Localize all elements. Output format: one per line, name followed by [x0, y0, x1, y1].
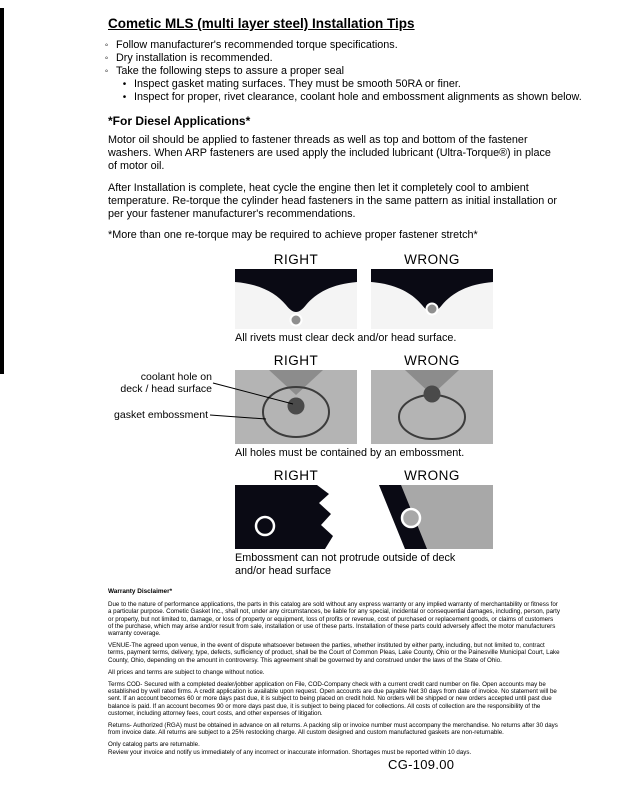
rivet-right-icon: [235, 269, 357, 329]
figure-row3-headers: [235, 468, 562, 483]
disclaimer-paragraph: VENUE-The agreed upon venue, in the event of dispute whatsoever between the parties, whether instituted by either party, including, but not limited to, contract terms, payment terms, delivery, type, defects, sufficiency of product, shall be the Court of Common Pleas, Lake County, Ohio or the Painesville Municipal Court, Lake County, Ohio, depending on the amount in controversy. This agreement shall be governed by and construed under the laws of the State of Ohio.: [108, 642, 560, 664]
embossment-right-icon: [235, 370, 357, 444]
bullet-open-icon: ◦: [104, 66, 109, 77]
protrusion-right-icon: [235, 485, 357, 549]
bullet-open-icon: ◦: [104, 53, 109, 64]
protrusion-wrong-icon: [371, 485, 493, 549]
warranty-disclaimer-section: [108, 588, 560, 756]
tip-item: [102, 52, 562, 65]
rivet-clearance-wrong-diagram: [371, 269, 493, 329]
page-title: Cometic MLS (multi layer steel) Installation Tips: [108, 16, 415, 31]
gasket-embossment-annotation: gasket embossment: [114, 409, 208, 422]
figure-row2-caption: All holes must be contained by an embossment.: [235, 447, 465, 460]
coolant-hole-annotation: coolant hole on deck / head surface: [120, 371, 212, 395]
embossment-protrusion-wrong-diagram: [371, 485, 493, 549]
diesel-paragraph-2: After Installation is complete, heat cycle the engine then let it completely cool to ambient temperature. Re-torque the cylinder head fasteners in the same pattern as initial installation or per your fastener manufacturer's recommendations.: [108, 181, 557, 221]
figure-row1-headers: [235, 252, 562, 267]
disclaimer-heading: Warranty Disclaimer*: [108, 588, 173, 596]
rivet-clearance-right-diagram: [235, 269, 357, 329]
right-label: RIGHT: [273, 252, 319, 268]
tip-text: Inspect for proper, rivet clearance, coolant hole and embossment alignments as shown below.: [134, 91, 582, 103]
tip-text: Take the following steps to assure a proper seal: [116, 65, 345, 77]
rivet-wrong-icon: [371, 269, 493, 329]
disclaimer-paragraph: Only catalog parts are returnable.: [108, 741, 200, 749]
tip-item: [102, 65, 562, 78]
embossment-wrong-icon: [371, 370, 493, 444]
figure-row3-caption: Embossment can not protrude outside of deck and/or head surface: [235, 552, 456, 578]
left-border-bar: [0, 8, 4, 374]
embossment-containment-wrong-diagram: [371, 370, 493, 444]
retorque-note: *More than one re-torque may be required to achieve proper fastener stretch*: [108, 229, 478, 242]
wrong-label: WRONG: [404, 252, 460, 268]
right-label: RIGHT: [273, 353, 319, 369]
tip-sub-item: [120, 91, 582, 104]
embossment-protrusion-right-diagram: [235, 485, 357, 549]
bullet-filled-icon: •: [122, 79, 127, 90]
disclaimer-paragraph: Returns- Authorized (RGA) must be obtained in advance on all returns. A packing slip or invoice number must accompany the merchandise. No returns after 30 days from invoice date. All returns are subject to a 25% restocking charge. All custom designed and custom manufactured gaskets are non-returnable.: [108, 722, 558, 737]
disclaimer-paragraph: Due to the nature of performance applications, the parts in this catalog are sold without any express warranty or any implied warranty of merchantability or fitness for a particular purpose. Cometic Gasket Inc., shall not, under any circumstances, be liable for any special, incidental or consequential damages, including, person, party or property, but not limited to, damage, or loss of property or equipment, loss of profits or revenue, cost of purchased or replacement goods, or claims of customers of the purchase, which may arise and/or result from sale, installation or use of these parts. Installation of these parts could adversely affect the motor manufacturers warranty coverage.: [108, 601, 560, 638]
tip-text: Dry installation is recommended.: [116, 52, 273, 64]
figure-row1: [235, 269, 562, 329]
embossment-containment-right-diagram: [235, 370, 357, 444]
tip-sub-item: [120, 78, 562, 91]
disclaimer-paragraph: Terms COD- Secured with a completed dealer/jobber application on File, COD-Company check with a current credit card number on file. Open accounts may be established by well rated firms. A credit application is available upon request. Open accounts are due payable Net 30 days from date of invoice. No statement will be sent. If an account becomes 60 or more days past due, it is subject to being placed on credit hold. No orders will be shipped or new orders accepted until past due balance is paid. If an account becomes 90 or more days past due, it is subject to being placed for collections. All costs of collection are the responsibility of the customer, including attorney fees, court costs, and other expenses of litigation.: [108, 681, 557, 717]
bullet-open-icon: ◦: [104, 40, 109, 51]
figure-row3: [235, 485, 562, 549]
right-label: RIGHT: [273, 468, 319, 484]
wrong-label: WRONG: [404, 468, 460, 484]
tip-text: Inspect gasket mating surfaces. They must be smooth 50RA or finer.: [134, 78, 461, 90]
figure-row1-caption: All rivets must clear deck and/or head surface.: [235, 332, 457, 345]
bullet-filled-icon: •: [122, 92, 127, 103]
diesel-applications-heading: *For Diesel Applications*: [108, 114, 251, 128]
page-content: [100, 16, 582, 761]
page-code: CG-109.00: [388, 757, 455, 772]
figure-row2: [100, 370, 562, 444]
tip-text: Follow manufacturer's recommended torque specifications.: [116, 39, 398, 51]
disclaimer-paragraph: Review your invoice and notify us immediately of any incorrect or inaccurate information. Shortages must be reported within 10 days.: [108, 748, 472, 756]
tip-item: [102, 39, 562, 52]
wrong-label: WRONG: [404, 353, 460, 369]
diesel-paragraph-1: Motor oil should be applied to fastener threads as well as top and bottom of the fastener washers. When ARP fasteners are used apply the included lubricant (Ultra-Torque®) in place of motor oil.: [108, 134, 551, 173]
disclaimer-paragraph: All prices and terms are subject to change without notice.: [108, 668, 265, 676]
figure-row2-headers: [235, 353, 562, 368]
